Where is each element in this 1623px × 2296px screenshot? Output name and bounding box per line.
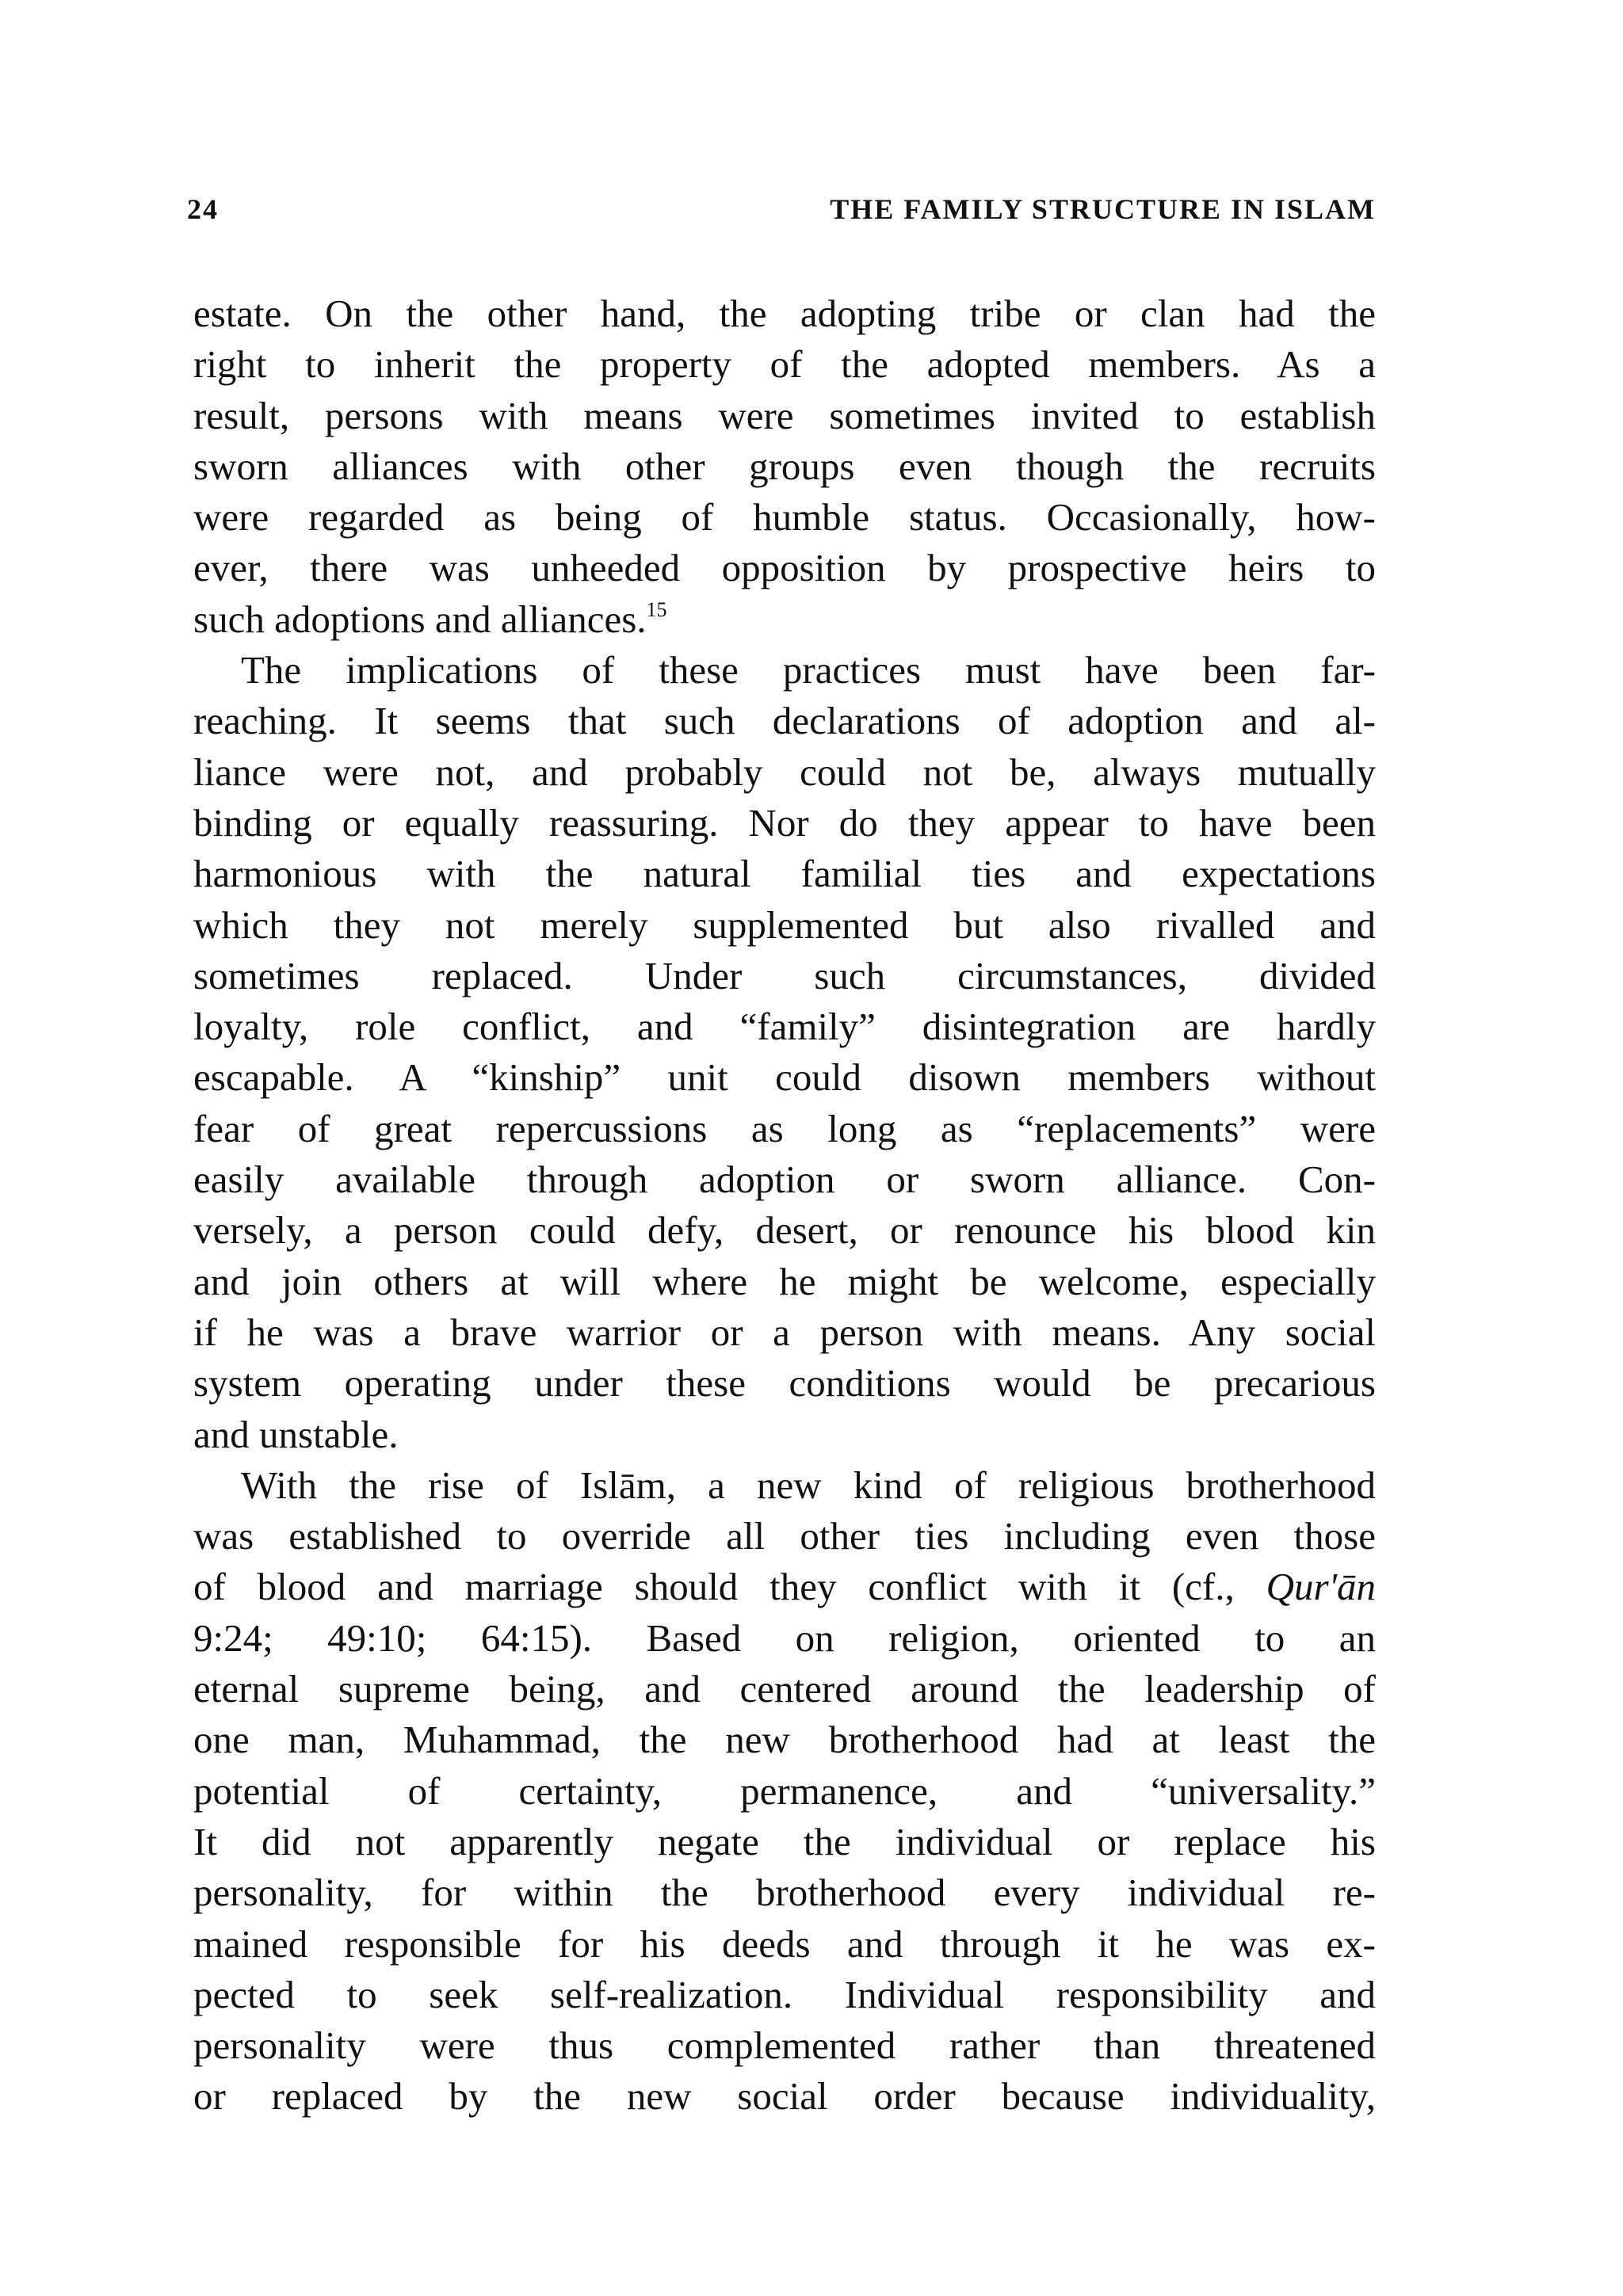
- text-line: system operating under these conditions would be precarious: [193, 1361, 1376, 1405]
- text-line: estate. On the other hand, the adopting tribe or clan had the: [193, 292, 1376, 335]
- text-line: binding or equally reassuring. Nor do they appear to have been: [193, 800, 1376, 845]
- text-line-content: such adoptions and alliances.: [193, 597, 647, 641]
- paragraph-1: [193, 288, 1376, 645]
- text-line: if he was a brave warrior or a person with means. Any social: [193, 1310, 1376, 1354]
- text-line: or replaced by the new social order because individuality,: [193, 2074, 1376, 2119]
- text-line: result, persons with means were sometimes invited to establish: [193, 393, 1376, 437]
- text-line: one man, Muhammad, the new brotherhood had at least the: [193, 1718, 1376, 1762]
- quran-citation: Qur'ān: [1266, 1565, 1376, 1609]
- text-line: The implications of these practices must have been far-: [241, 648, 1376, 692]
- text-line: liance were not, and probably could not be, always mutually: [193, 749, 1376, 794]
- body-text: [193, 288, 1376, 2122]
- text-line: eternal supreme being, and centered around the leadership of: [193, 1667, 1376, 1711]
- running-title: THE FAMILY STRUCTURE IN ISLAM: [830, 193, 1376, 225]
- text-line: which they not merely supplemented but also rivalled and: [193, 902, 1376, 947]
- text-line: and unstable.: [193, 1412, 399, 1456]
- text-line: [193, 594, 1376, 645]
- text-line: right to inherit the property of the adopted members. As a: [193, 342, 1376, 387]
- footnote-reference: 15: [646, 597, 667, 621]
- text-line: [193, 1562, 1376, 1612]
- text-line: personality, for within the brotherhood every individual re-: [193, 1871, 1376, 1915]
- text-line: pected to seek self-realization. Individual responsibility and: [193, 1972, 1376, 2016]
- text-line: loyalty, role conflict, and “family” disintegration are hardly: [193, 1005, 1376, 1049]
- text-line-content: of blood and marriage should they conflict with it (cf.,: [193, 1565, 1266, 1609]
- running-head: [187, 193, 1376, 232]
- text-line: With the rise of Islām, a new kind of religious brotherhood: [241, 1463, 1376, 1507]
- text-line: easily available through adoption or sworn alliance. Con-: [193, 1158, 1376, 1202]
- text-line: It did not apparently negate the individual or replace his: [193, 1819, 1376, 1863]
- text-line: mained responsible for his deeds and through it he was ex-: [193, 1921, 1376, 1966]
- text-line: was established to override all other ties including even those: [193, 1514, 1376, 1558]
- text-line: potential of certainty, permanence, and “universality.”: [193, 1768, 1376, 1813]
- text-line: 9:24; 49:10; 64:15). Based on religion, oriented to an: [193, 1615, 1376, 1660]
- text-line: harmonious with the natural familial ties and expectations: [193, 852, 1376, 896]
- text-line: sworn alliances with other groups even though the recruits: [193, 444, 1376, 488]
- text-line: ever, there was unheeded opposition by prospective heirs to: [193, 546, 1376, 590]
- text-line: were regarded as being of humble status. Occasionally, how-: [193, 495, 1376, 540]
- text-line: and join others at will where he might be welcome, especially: [193, 1259, 1376, 1303]
- paragraph-2: [193, 645, 1376, 1460]
- page-number: 24: [187, 193, 219, 225]
- text-line: sometimes replaced. Under such circumstances, divided: [193, 953, 1376, 997]
- text-line: versely, a person could defy, desert, or renounce his blood kin: [193, 1208, 1376, 1253]
- text-line: fear of great repercussions as long as “replacements” were: [193, 1106, 1376, 1150]
- paragraph-3: [193, 1460, 1376, 2122]
- text-line: escapable. A “kinship” unit could disown members without: [193, 1055, 1376, 1100]
- text-line: personality were thus complemented rather than threatened: [193, 2023, 1376, 2068]
- text-line: reaching. It seems that such declarations of adoption and al-: [193, 699, 1376, 743]
